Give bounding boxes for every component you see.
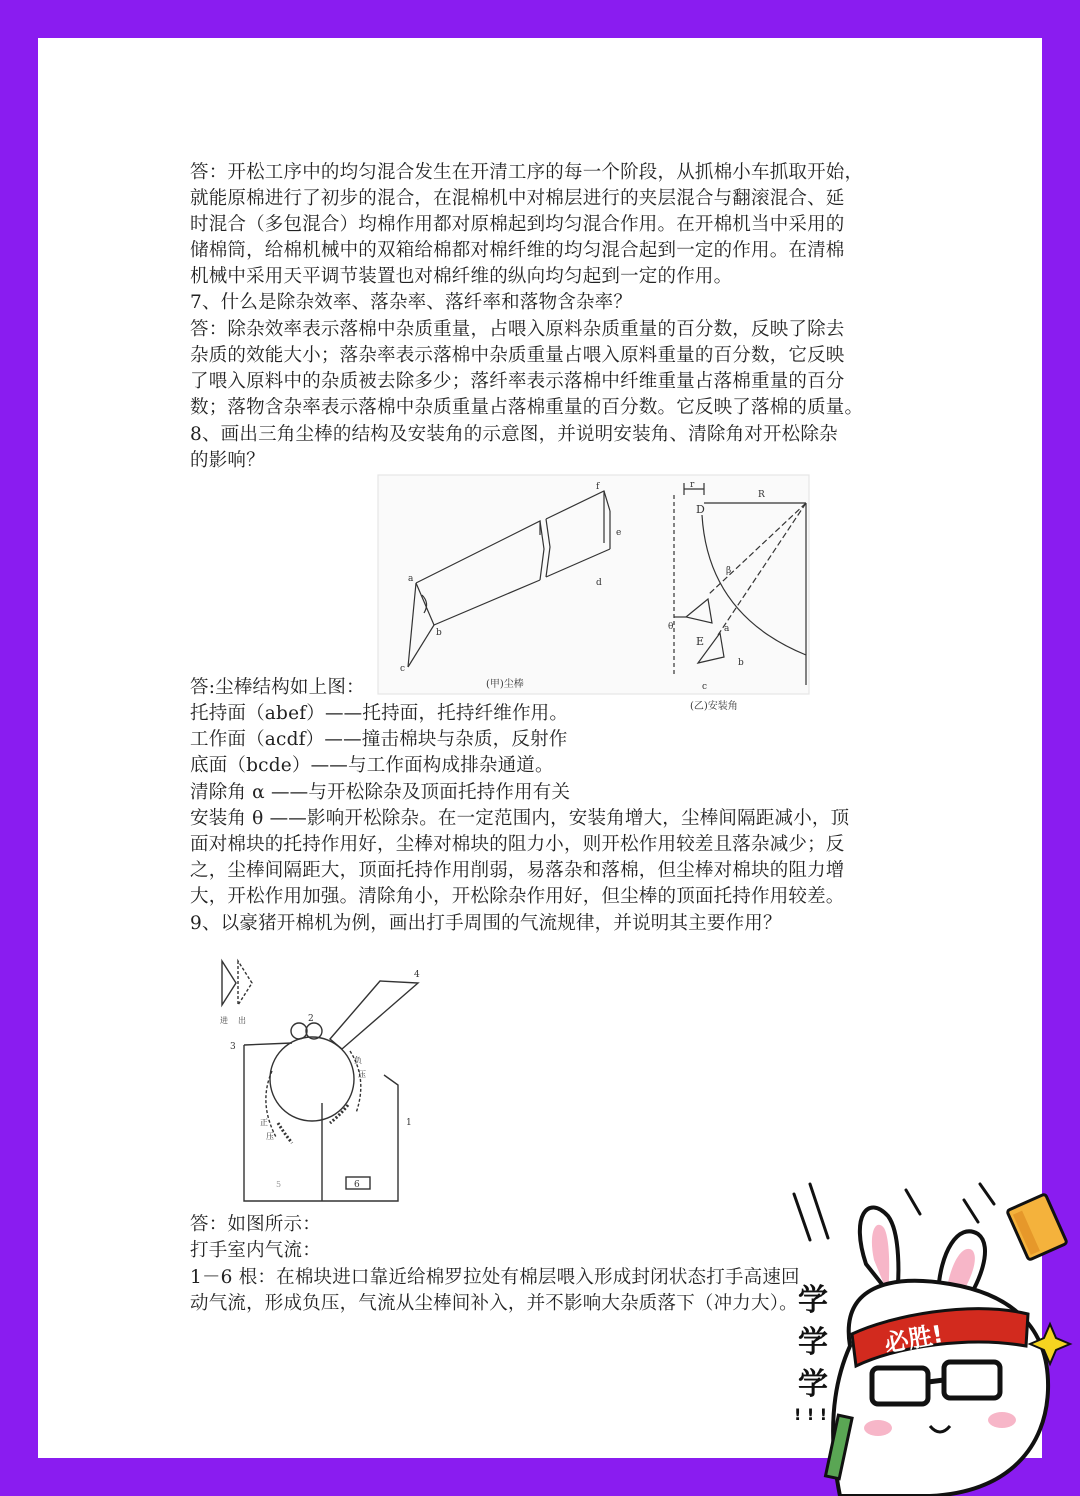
svg-text:正: 正	[260, 1118, 268, 1127]
porcupine-opener-airflow-diagram	[214, 953, 424, 1205]
svg-text:a: a	[724, 624, 730, 634]
q8-answer-line-alpha: 清除角 α ——与开松除杂及顶面托持作用有关	[190, 782, 571, 803]
svg-text:出: 出	[238, 1016, 246, 1025]
svg-text:学: 学	[798, 1367, 828, 1402]
q8-answer-line-theta-1: 安装角 θ ——影响开松除杂。在一定范围内，安装角增大，尘棒间隔距减小，顶	[190, 808, 850, 829]
q8-answer-line-bcde: 底面（bcde）——与工作面构成排杂通道。	[190, 755, 554, 776]
question-9: 9、以豪猪开棉机为例，画出打手周围的气流规律，并说明其主要作用？	[190, 913, 782, 934]
q9-answer-line-1: 1－6 根：在棉块进口靠近给棉罗拉处有棉层喂入形成封闭状态打手高速回	[190, 1267, 800, 1288]
svg-text:β: β	[726, 566, 732, 576]
q7-answer-line-3: 了喂入原料中的杂质被去除多少；落纤率表示落棉中纤维重量占落棉重量的百分	[190, 371, 845, 392]
q9-answer-line-2: 动气流，形成负压，气流从尘棒间补入，并不影响大杂质落下（冲力大）。	[190, 1293, 798, 1314]
svg-text:学: 学	[798, 1283, 828, 1318]
svg-text:2: 2	[308, 1014, 314, 1024]
q8-answer-line-theta-4: 大，开松作用加强。清除角小，开松除杂作用好，但尘棒的顶面托持作用较差。	[190, 886, 845, 907]
svg-text:E: E	[696, 635, 705, 648]
svg-text:a: a	[408, 574, 414, 584]
q8-answer-line-theta-3: 之，尘棒间隔距大，顶面托持作用削弱，易落杂和落棉，但尘棒对棉块的阻力增	[190, 860, 845, 881]
svg-text:3: 3	[230, 1042, 236, 1052]
q6-answer-line-2: 就能原棉进行了初步的混合，在混棉机中对棉层进行的夹层混合与翻滚混合、延	[190, 188, 845, 209]
study-text	[798, 1283, 828, 1402]
svg-text:θ: θ	[668, 622, 674, 632]
dust-bar-diagram	[378, 475, 810, 712]
exclaim-text: ! ! !	[794, 1405, 828, 1424]
svg-text:5: 5	[276, 1180, 282, 1189]
svg-text:b: b	[738, 658, 744, 668]
svg-text:b: b	[436, 628, 442, 638]
svg-text:c: c	[400, 664, 406, 674]
q6-answer-line-3: 时混合（多包混合）均棉作用都对原棉起到均匀混合作用。在开棉机当中采用的	[190, 214, 845, 235]
question-8-line-1: 8、画出三角尘棒的结构及安装角的示意图，并说明安装角、清除角对开松除杂	[190, 424, 838, 445]
svg-text:r: r	[690, 480, 695, 490]
svg-text:进: 进	[220, 1016, 228, 1025]
svg-text:e: e	[616, 528, 622, 538]
svg-text:压: 压	[266, 1132, 274, 1141]
svg-text:D: D	[696, 503, 705, 516]
svg-text:1: 1	[406, 1118, 412, 1128]
q6-answer-line-4: 储棉筒，给棉机械中的双箱给棉都对棉纤维的均匀混合起到一定的作用。在清棉	[190, 240, 845, 261]
q9-airflow-heading: 打手室内气流：	[190, 1240, 321, 1261]
caption-install-angle: (乙)安装角	[690, 701, 738, 712]
svg-text:压: 压	[358, 1070, 366, 1079]
rabbit-study-sticker	[780, 1176, 1080, 1496]
svg-text:R: R	[758, 490, 765, 500]
notebook-icon	[1007, 1194, 1067, 1260]
question-7: 7、什么是除杂效率、落杂率、落纤率和落物含杂率？	[190, 292, 633, 313]
q6-answer-line-5: 机械中采用天平调节装置也对棉纤维的纵向均匀起到一定的作用。	[190, 266, 733, 287]
svg-text:c: c	[702, 682, 708, 692]
svg-text:4: 4	[414, 970, 420, 980]
question-8-line-2: 的影响？	[190, 450, 265, 471]
q7-answer-line-2: 杂质的效能大小；落杂率表示落棉中杂质重量占喂入原料重量的百分数，它反映	[190, 345, 845, 366]
q6-answer-line-1: 答：开松工序中的均匀混合发生在开清工序的每一个阶段，从抓棉小车抓取开始，	[190, 162, 864, 183]
headband-text: 必胜!	[882, 1319, 946, 1358]
caption-dust-bar: (甲)尘棒	[486, 679, 524, 690]
q7-answer-line-1: 答：除杂效率表示落棉中杂质重量，占喂入原料杂质重量的百分数，反映了除去	[190, 319, 845, 340]
q8-answer-intro: 答:尘棒结构如上图：	[190, 675, 369, 701]
svg-text:6: 6	[354, 1180, 360, 1190]
q8-answer-line-abef: 托持面（abef）——托持面，托持纤维作用。	[190, 703, 569, 724]
q7-answer-line-4: 数；落物含杂率表示落棉中杂质重量占落棉重量的百分数。它反映了落棉的质量。	[190, 397, 864, 418]
svg-text:负: 负	[354, 1056, 362, 1065]
svg-text:f: f	[596, 482, 600, 492]
q9-answer-intro: 答：如图所示：	[190, 1214, 321, 1235]
svg-text:学: 学	[798, 1325, 828, 1360]
q8-answer-line-theta-2: 面对棉块的托持作用好，尘棒对棉块的阻力小，则开松作用较差且落杂减少；反	[190, 834, 845, 855]
q8-answer-line-acdf: 工作面（acdf）——撞击棉块与杂质，反射作	[190, 729, 568, 750]
svg-text:d: d	[596, 578, 602, 588]
